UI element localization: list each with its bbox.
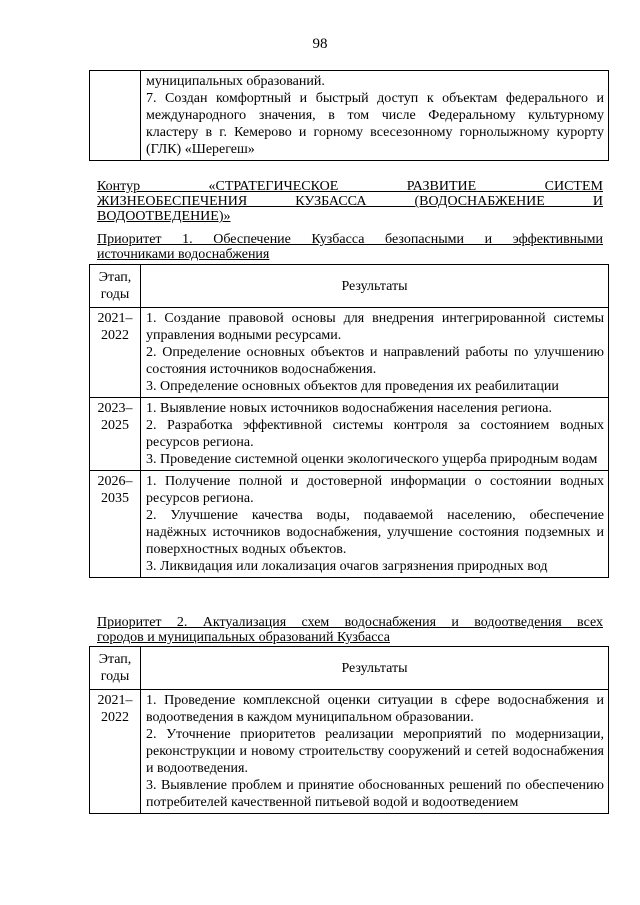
priority-1-line-1: Приоритет 1. Обеспечение Кузбасса безопасными и эффективными	[97, 232, 603, 247]
priority-1-table	[89, 264, 609, 578]
result-item: муниципальных образований.	[146, 74, 325, 89]
stage-cell	[90, 71, 141, 161]
table-header-row	[90, 265, 609, 308]
result-item: 3. Проведение системной оценки экологического ущерба природным водам	[146, 452, 598, 467]
results-cell	[141, 471, 609, 578]
contour-line-3: ВОДООТВЕДЕНИЕ)»	[97, 209, 231, 224]
results-cell	[141, 398, 609, 471]
stage-cell: 2021– 2022	[90, 690, 141, 814]
priority-2-table	[89, 646, 609, 814]
result-item: 2. Уточнение приоритетов реализации мероприятий по модернизации, реконструкции и новому строительству сооружений и сетей водоснабжения и водоотведения.	[146, 727, 604, 776]
table-row	[90, 71, 609, 161]
stage-cell: 2026– 2035	[90, 471, 141, 578]
result-item: 2. Улучшение качества воды, подаваемой населению, обеспечение надёжных источников водоснабжения, улучшение состояния подземных и поверхностных водных объектов.	[146, 508, 604, 557]
table-row	[90, 398, 609, 471]
result-item: 1. Создание правовой основы для внедрения интегрированной системы управления водными ресурсами.	[146, 311, 604, 343]
result-item: 1. Получение полной и достоверной информации о состоянии водных ресурсов региона.	[146, 474, 604, 506]
table-row	[90, 471, 609, 578]
results-cell	[141, 71, 609, 161]
result-item: 1. Выявление новых источников водоснабжения населения региона.	[146, 401, 553, 416]
contour-heading	[97, 179, 603, 224]
results-cell	[141, 308, 609, 398]
header-results: Результаты	[141, 265, 609, 308]
result-item: 3. Определение основных объектов для проведения их реабилитации	[146, 379, 559, 394]
stage-cell: 2021– 2022	[90, 308, 141, 398]
continuation-table	[89, 70, 609, 161]
priority-1-line-2: источниками водоснабжения	[97, 247, 270, 262]
priority-2-line-2: городов и муниципальных образований Кузбасса	[97, 630, 391, 645]
header-stage: Этап, годы	[90, 265, 141, 308]
table-header-row	[90, 647, 609, 690]
contour-line-2: ЖИЗНЕОБЕСПЕЧЕНИЯ КУЗБАССА (ВОДОСНАБЖЕНИЕ И	[97, 194, 603, 209]
result-item: 3. Выявление проблем и принятие обоснованных решений по обеспечению потребителей качественной питьевой водой и водоотведением	[146, 778, 604, 810]
header-results: Результаты	[141, 647, 609, 690]
stage-cell: 2023– 2025	[90, 398, 141, 471]
result-item: 2. Определение основных объектов и направлений работы по улучшению состояния источников водоснабжения.	[146, 345, 604, 377]
table-row	[90, 690, 609, 814]
table-row	[90, 308, 609, 398]
result-item: 3. Ликвидация или локализация очагов загрязнения природных вод	[146, 559, 548, 574]
priority-2-heading	[97, 615, 603, 645]
header-stage: Этап, годы	[90, 647, 141, 690]
result-item: 2. Разработка эффективной системы контроля за состоянием водных ресурсов региона.	[146, 418, 604, 450]
page-number: 98	[312, 36, 328, 52]
priority-2-line-1: Приоритет 2. Актуализация схем водоснабжения и водоотведения всех	[97, 615, 603, 630]
contour-line-1: Контур «СТРАТЕГИЧЕСКОЕ РАЗВИТИЕ СИСТЕМ	[97, 179, 603, 194]
results-cell	[141, 690, 609, 814]
priority-1-heading	[97, 232, 603, 262]
result-item: 7. Создан комфортный и быстрый доступ к объектам федерального и международного значения, в том числе Федеральному культурному кластеру в г. Кемерово и горному всесезонному горнолыжному курорту (ГЛК) «Шерегеш»	[146, 91, 604, 157]
result-item: 1. Проведение комплексной оценки ситуации в сфере водоснабжения и водоотведения в каждом муниципальном образовании.	[146, 693, 604, 725]
